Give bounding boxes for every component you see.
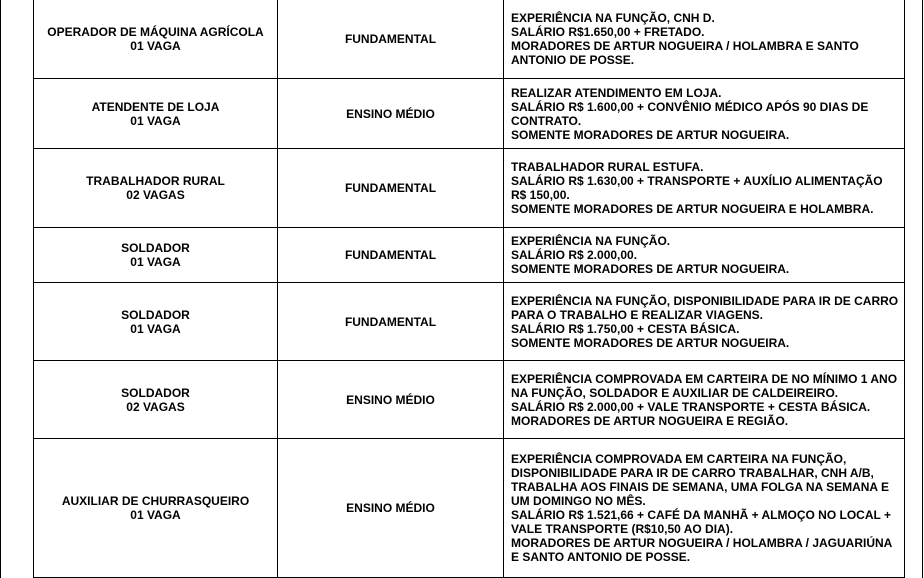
details-cell bbox=[504, 79, 905, 149]
detail-line: TRABALHADOR RURAL ESTUFA. bbox=[511, 160, 704, 174]
detail-line: SOMENTE MORADORES DE ARTUR NOGUEIRA. bbox=[511, 127, 790, 142]
education-cell bbox=[278, 149, 504, 228]
job-vacancies: 01 VAGA bbox=[130, 255, 181, 269]
job-title: OPERADOR DE MÁQUINA AGRÍCOLA bbox=[47, 25, 264, 39]
job-title-cell bbox=[34, 0, 278, 79]
education-cell bbox=[278, 439, 504, 578]
education-level: FUNDAMENTAL bbox=[344, 314, 437, 329]
job-vacancies: 02 VAGAS bbox=[126, 188, 185, 202]
education-cell bbox=[278, 228, 504, 283]
job-title-cell bbox=[34, 439, 278, 578]
detail-line: MORADORES DE ARTUR NOGUEIRA / HOLAMBRA E SANTO ANTONIO DE POSSE. bbox=[511, 39, 859, 67]
education-level: ENSINO MÉDIO bbox=[346, 501, 435, 515]
detail-line: SALÁRIO R$ 1.750,00 + CESTA BÁSICA. bbox=[511, 321, 740, 336]
detail-line: SOMENTE MORADORES DE ARTUR NOGUEIRA. bbox=[511, 335, 790, 350]
details-cell bbox=[504, 0, 905, 79]
job-title-cell bbox=[34, 149, 278, 228]
job-vacancies: 01 VAGA bbox=[130, 39, 181, 53]
education-level: FUNDAMENTAL bbox=[344, 248, 437, 262]
job-openings-table bbox=[33, 0, 905, 578]
table-row bbox=[34, 0, 905, 79]
detail-line: SALÁRIO R$ 1.600,00 + CONVÊNIO MÉDICO APÓS 90 DIAS DE CONTRATO. bbox=[511, 99, 869, 128]
table-row bbox=[34, 79, 905, 149]
detail-line: REALIZAR ATENDIMENTO EM LOJA. bbox=[511, 85, 722, 100]
education-level: FUNDAMENTAL bbox=[344, 181, 437, 195]
detail-line: SALÁRIO R$ 2.000,00 + VALE TRANSPORTE + CESTA BÁSICA. bbox=[511, 399, 871, 414]
education-cell bbox=[278, 79, 504, 149]
details-cell bbox=[504, 439, 905, 578]
job-vacancies: 01 VAGA bbox=[130, 508, 181, 522]
job-title: SOLDADOR bbox=[121, 385, 190, 400]
details-cell bbox=[504, 361, 905, 439]
table-row bbox=[34, 361, 905, 439]
job-title-cell bbox=[34, 361, 278, 439]
details-cell bbox=[504, 283, 905, 361]
job-title: AUXILIAR DE CHURRASQUEIRO bbox=[61, 494, 250, 508]
left-window-edge bbox=[0, 0, 1, 578]
detail-line: SALÁRIO R$1.650,00 + FRETADO. bbox=[511, 25, 705, 39]
education-level: FUNDAMENTAL bbox=[344, 32, 437, 46]
job-title-cell bbox=[34, 79, 278, 149]
detail-line: EXPERIÊNCIA NA FUNÇÃO, DISPONIBILIDADE PARA IR DE CARRO PARA O TRABALHO E REALIZAR VIAGENS. bbox=[511, 293, 899, 322]
job-vacancies: 01 VAGA bbox=[130, 321, 181, 336]
details-cell bbox=[504, 228, 905, 283]
detail-line: SOMENTE MORADORES DE ARTUR NOGUEIRA E HOLAMBRA. bbox=[511, 202, 874, 216]
detail-line: SALÁRIO R$ 1.630,00 + TRANSPORTE + AUXÍLIO ALIMENTAÇÃO R$ 150,00. bbox=[511, 174, 883, 202]
detail-line: SOMENTE MORADORES DE ARTUR NOGUEIRA. bbox=[511, 262, 790, 276]
education-level: ENSINO MÉDIO bbox=[346, 106, 435, 121]
table-row bbox=[34, 439, 905, 578]
table-row bbox=[34, 228, 905, 283]
detail-line: MORADORES DE ARTUR NOGUEIRA E REGIÃO. bbox=[511, 413, 789, 428]
education-level: ENSINO MÉDIO bbox=[346, 392, 435, 407]
detail-line: EXPERIÊNCIA NA FUNÇÃO. bbox=[511, 234, 671, 248]
table-row bbox=[34, 283, 905, 361]
detail-line: EXPERIÊNCIA NA FUNÇÃO, CNH D. bbox=[511, 11, 715, 25]
job-title: SOLDADOR bbox=[121, 241, 190, 255]
job-title-cell bbox=[34, 228, 278, 283]
education-cell bbox=[278, 361, 504, 439]
detail-line: MORADORES DE ARTUR NOGUEIRA / HOLAMBRA / JAGUARIÚNA E SANTO ANTONIO DE POSSE. bbox=[511, 536, 892, 564]
detail-line: SALÁRIO R$ 2.000,00. bbox=[511, 248, 638, 262]
right-window-edge bbox=[922, 0, 923, 578]
detail-line: SALÁRIO R$ 1.521,66 + CAFÉ DA MANHÃ + ALMOÇO NO LOCAL + VALE TRANSPORTE (R$10,50 AO DIA). bbox=[511, 508, 891, 536]
education-cell bbox=[278, 0, 504, 79]
job-title: SOLDADOR bbox=[121, 307, 190, 322]
job-title: TRABALHADOR RURAL bbox=[86, 174, 225, 188]
job-vacancies: 01 VAGA bbox=[130, 113, 181, 128]
table-row bbox=[34, 149, 905, 228]
job-title-cell bbox=[34, 283, 278, 361]
job-title: ATENDENTE DE LOJA bbox=[91, 99, 220, 114]
job-vacancies: 02 VAGAS bbox=[126, 399, 185, 414]
detail-line: EXPERIÊNCIA COMPROVADA EM CARTEIRA DE NO MÍNIMO 1 ANO NA FUNÇÃO, SOLDADOR E AUXILIAR DE CALDEIREIRO. bbox=[511, 371, 898, 400]
details-cell bbox=[504, 149, 905, 228]
detail-line: EXPERIÊNCIA COMPROVADA EM CARTEIRA NA FUNÇÃO, DISPONIBILIDADE PARA IR DE CARRO TRABALHAR, CNH A/B, TRABALHA AOS FINAIS DE SEMANA, UMA FOLGA NA SEMANA E UM DOMINGO NO MÊS. bbox=[511, 452, 889, 508]
education-cell bbox=[278, 283, 504, 361]
